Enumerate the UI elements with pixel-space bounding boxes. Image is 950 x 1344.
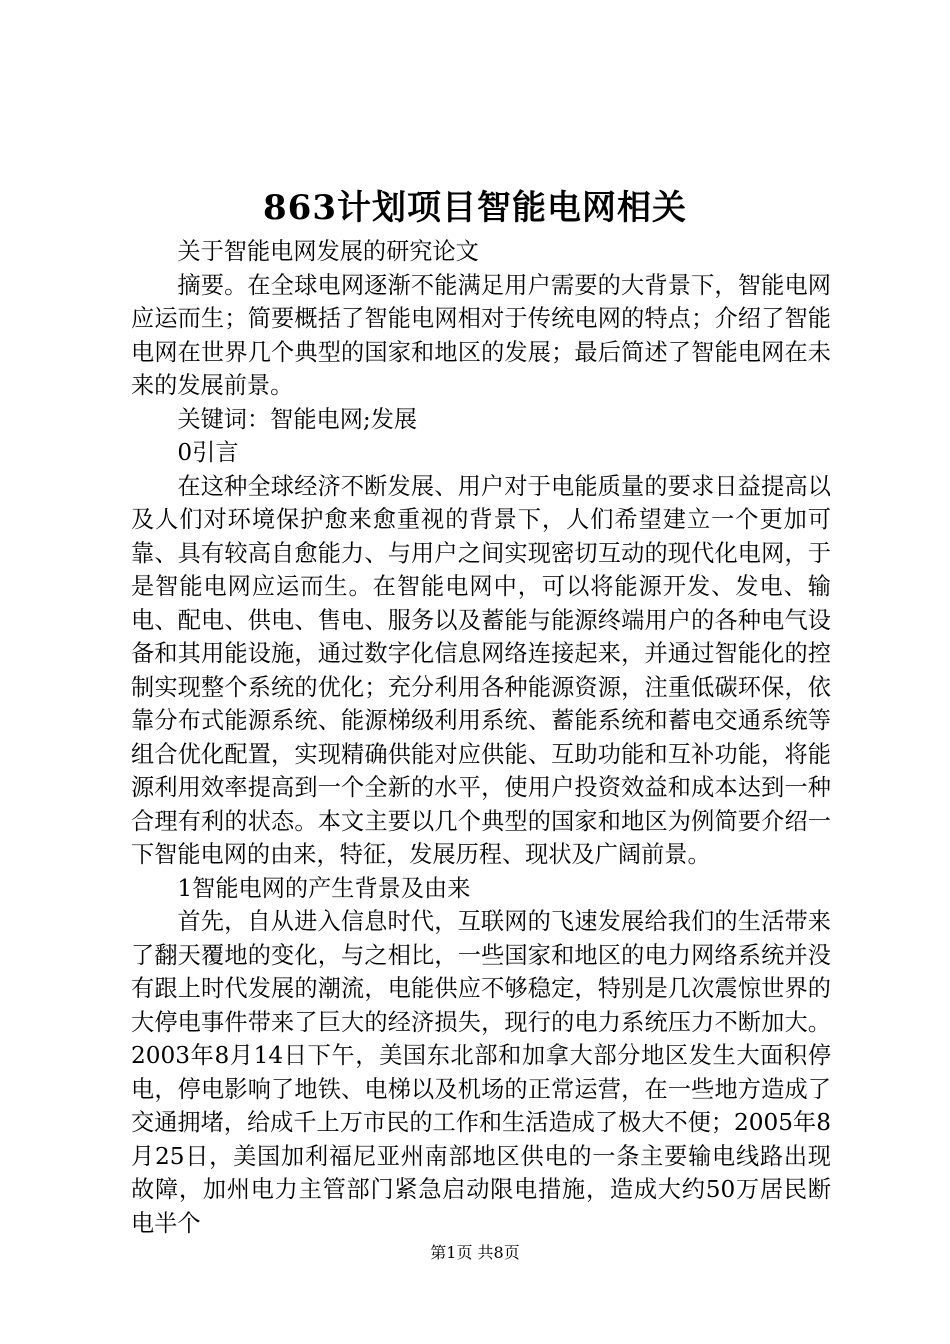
keywords-line: 关键词：智能电网;发展 <box>177 405 418 433</box>
section-heading-background: 1智能电网的产生背景及由来 <box>177 874 471 902</box>
document-title: 863计划项目智能电网相关 <box>263 188 687 228</box>
document-body <box>131 235 831 1240</box>
abstract-paragraph: 摘要。在全球电网逐渐不能满足用户需要的大背景下，智能电网应运而生；简要概括了智能电网相对于传统电网的特点；介绍了智能电网在世界几个典型的国家和地区的发展；最后简述了智能电网在未来的发展前景。 <box>131 271 831 399</box>
paper-heading: 关于智能电网发展的研究论文 <box>177 238 479 265</box>
section-heading-introduction: 0引言 <box>177 439 239 466</box>
page-footer: 第1页 共8页 <box>430 1243 520 1262</box>
background-paragraph: 首先，自从进入信息时代，互联网的飞速发展给我们的生活带来了翻天覆地的变化，与之相比，一些国家和地区的电力网络系统并没有跟上时代发展的潮流，电能供应不够稳定，特别是几次震惊世界的大停电事件带来了巨大的经济损失，现行的电力系统压力不断加大。2003年8月14日下午，美国东北部和加拿大部分地区发生大面积停电，停电影响了地铁、电梯以及机场的正常运营，在一些地方造成了交通拥堵，给成千上万市民的工作和生活造成了极大不便；2005年8月25日，美国加利福尼亚州南部地区供电的一条主要输电线路出现故障，加州电力主管部门紧急启动限电措施，造成大约50万居民断电半个 <box>131 908 831 1237</box>
introduction-paragraph: 在这种全球经济不断发展、用户对于电能质量的要求日益提高以及人们对环境保护愈来愈重视的背景下，人们希望建立一个更加可靠、具有较高自愈能力、与用户之间实现密切互动的现代化电网，于是智能电网应运而生。在智能电网中，可以将能源开发、发电、输电、配电、供电、售电、服务以及蓄能与能源终端用户的各种电气设备和其用能设施，通过数字化信息网络连接起来，并通过智能化的控制实现整个系统的优化；充分利用各种能源资源，注重低碳环保，依靠分布式能源系统、能源梯级利用系统、蓄能系统和蓄电交通系统等组合优化配置，实现精确供能对应供能、互助功能和互补功能，将能源利用效率提高到一个全新的水平，使用户投资效益和成本达到一种合理有利的状态。本文主要以几个典型的国家和地区为例简要介绍一下智能电网的由来，特征，发展历程、现状及广阔前景。 <box>131 472 831 868</box>
